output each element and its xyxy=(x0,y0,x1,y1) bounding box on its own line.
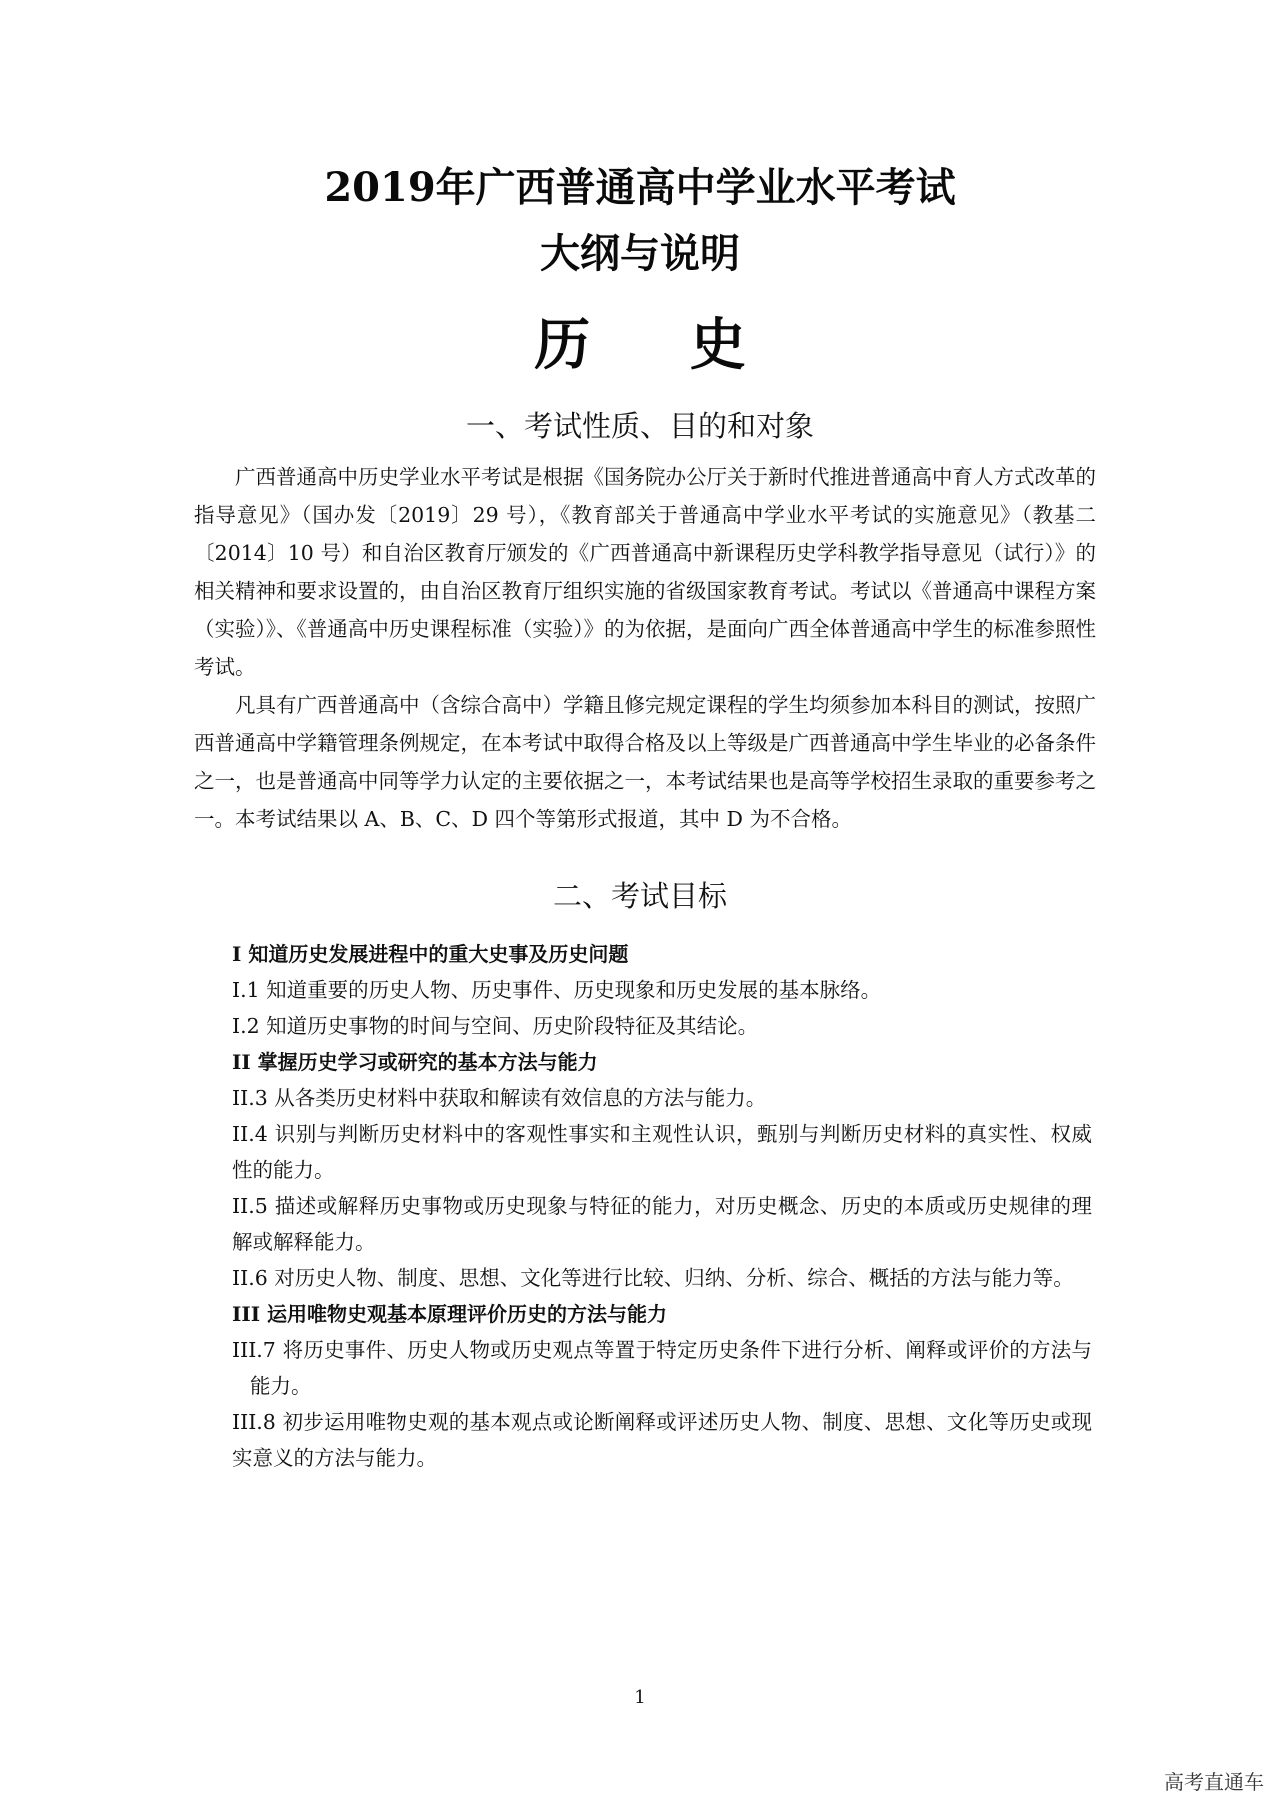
goal-group-title: I 知道历史发展进程中的重大史事及历史问题 xyxy=(232,942,629,966)
subject-title: 历 史 xyxy=(534,312,786,378)
goal-group-title: III 运用唯物史观基本原理评价历史的方法与能力 xyxy=(232,1302,668,1326)
paragraph-exam-participants: 凡具有广西普通高中（含综合高中）学籍且修完规定课程的学生均须参加本科目的测试，按照广西普通高中学籍管理条例规定，在本考试中取得合格及以上等级是广西普通高中学生毕业的必备条件之一，也是普通高中同等学力认定的主要依据之一，本考试结果也是高等学校招生录取的重要参考之一。 xyxy=(194,693,1096,831)
paragraph-exam-grades: 本考试结果以 A、B、C、D 四个等第形式报道，其中 D 为不合格。 xyxy=(235,807,852,831)
document-subtitle: 大纲与说明 xyxy=(540,230,740,277)
goal-item: I.2 知道历史事物的时间与空间、历史阶段特征及其结论。 xyxy=(232,1014,759,1038)
page-number: 1 xyxy=(634,1687,646,1708)
paragraph-exam-basis: 广西普通高中历史学业水平考试是根据《国务院办公厅关于新时代推进普通高中育人方式改革的指导意见》（国办发〔2019〕29 号），《教育部关于普通高中学业水平考试的实施意见》（教基二〔2014〕10 号）和自治区教育厅颁发的《广西普通高中新课程历史学科教学指导意见（试行）》的相关精神和要求设置的，由自治区教育厅组织实施的省级国家教育考试。考试以《普通高中课程方案（实验）》、《普通高中历史课程标准（实验）》的为依据，是面向广西全体普通高中学生的标准参照性考试。 xyxy=(194,465,1096,679)
document-title: 2019年广西普通高中学业水平考试 xyxy=(324,164,956,211)
goal-item: III.7 将历史事件、历史人物或历史观点等置于特定历史条件下进行分析、阐释或评价的方法与能力。 xyxy=(232,1338,1092,1398)
goal-item: II.4 识别与判断历史材料中的客观性事实和主观性认识，甄别与判断历史材料的真实性、权威性的能力。 xyxy=(232,1122,1092,1182)
goal-item: II.6 对历史人物、制度、思想、文化等进行比较、归纳、分析、综合、概括的方法与能力等。 xyxy=(232,1266,1074,1290)
goal-item: II.3 从各类历史材料中获取和解读有效信息的方法与能力。 xyxy=(232,1086,767,1110)
goal-item: I.1 知道重要的历史人物、历史事件、历史现象和历史发展的基本脉络。 xyxy=(232,978,882,1002)
goal-list xyxy=(232,936,1092,1476)
goal-item: II.5 描述或解释历史事物或历史现象与特征的能力，对历史概念、历史的本质或历史规律的理解或解释能力。 xyxy=(232,1194,1092,1254)
goal-item: III.8 初步运用唯物史观的基本观点或论断阐释或评述历史人物、制度、思想、文化等历史或现实意义的方法与能力。 xyxy=(232,1410,1092,1470)
section-heading-exam-nature: 一、考试性质、目的和对象 xyxy=(465,409,814,443)
goal-group-title: II 掌握历史学习或研究的基本方法与能力 xyxy=(232,1050,598,1074)
watermark: 高考直通车 xyxy=(1164,1770,1264,1794)
section-heading-exam-goals: 二、考试目标 xyxy=(552,879,727,913)
